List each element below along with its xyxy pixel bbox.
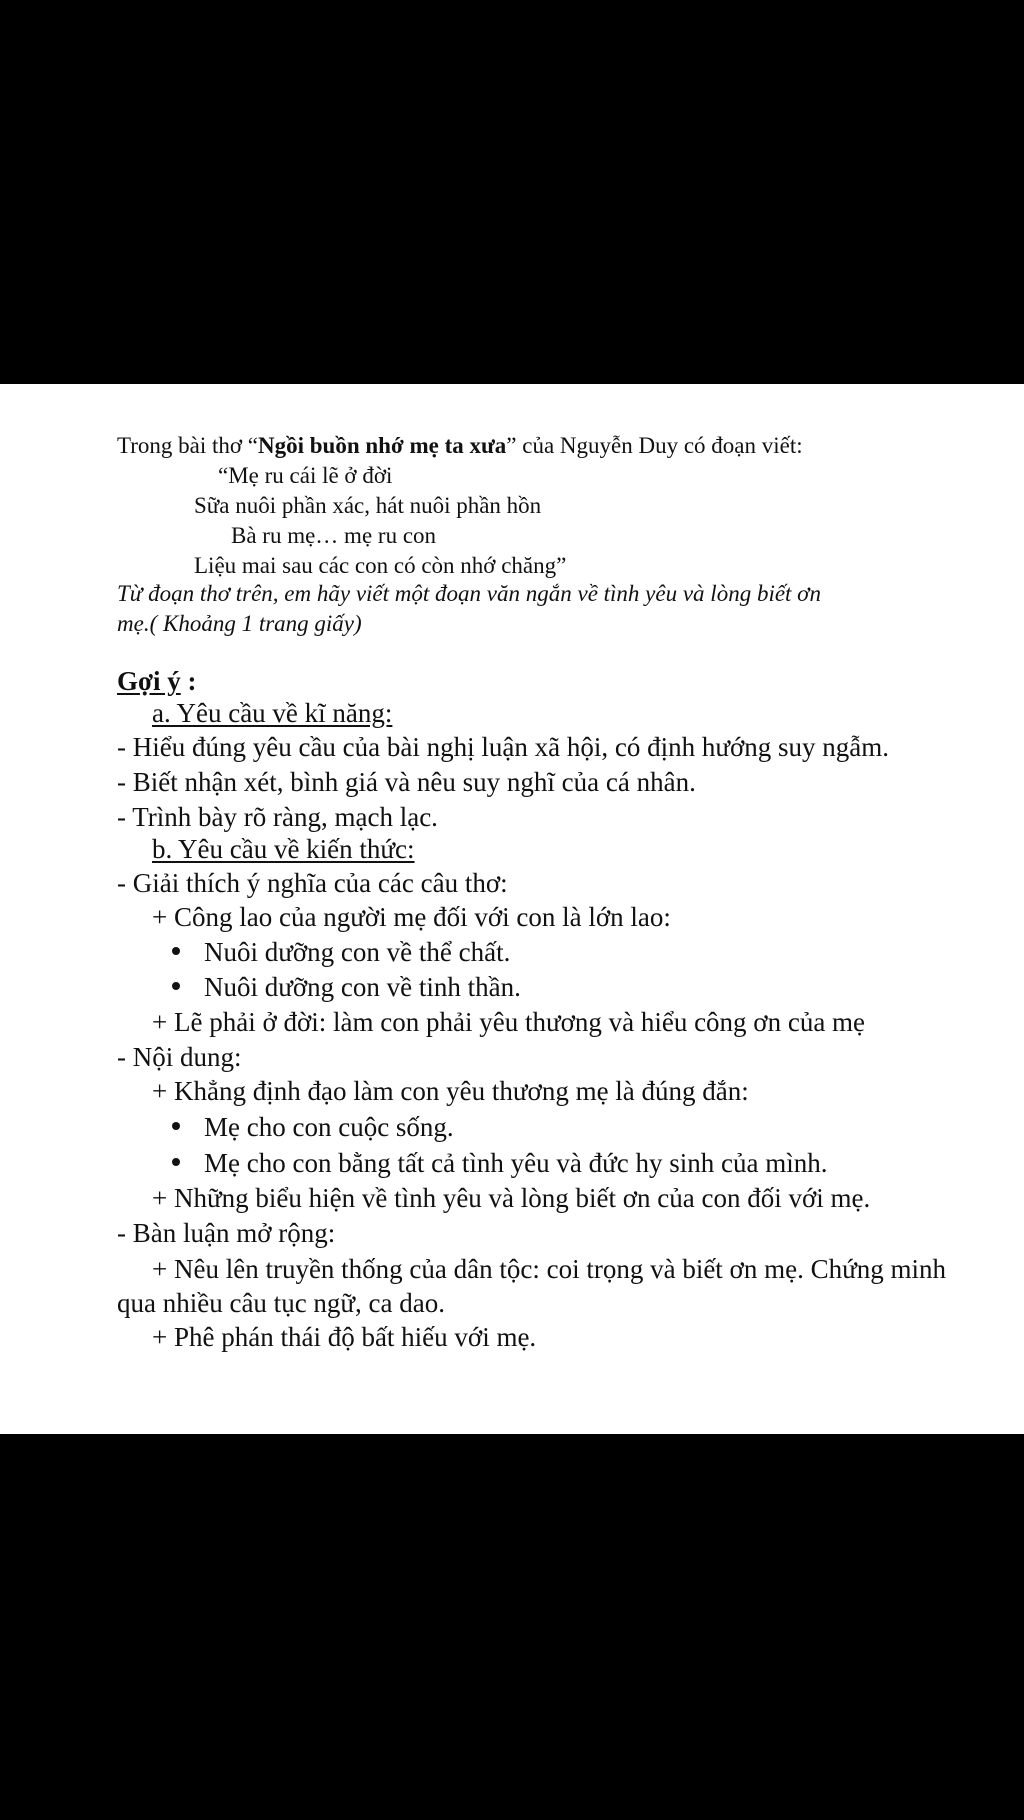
poem-line-2: Sữa nuôi phần xác, hát nuôi phần hồn: [194, 493, 542, 518]
intro-suffix: ” của Nguyễn Duy có đoạn viết:: [506, 433, 803, 458]
explain-point-1: + Công lao của người mẹ đối với con là lớn lao:: [152, 902, 671, 932]
prompt-line-1: Từ đoạn thơ trên, em hãy viết một đoạn văn ngắn về tình yêu và lòng biết ơn: [117, 581, 821, 606]
content-bullet-2: Mẹ cho con bằng tất cả tình yêu và đức hy sinh của mình.: [204, 1148, 828, 1178]
explain-bullet-1: Nuôi dưỡng con về thể chất.: [204, 937, 511, 967]
hint-heading-text: Gợi ý: [117, 666, 181, 696]
section-a-item-1: - Hiểu đúng yêu cầu của bài nghị luận xã hội, có định hướng suy ngẫm.: [117, 732, 889, 762]
bullet-icon: [172, 1158, 180, 1166]
intro-line: [117, 434, 803, 457]
discuss-point-1-line-1: + Nêu lên truyền thống của dân tộc: coi trọng và biết ơn mẹ. Chứng minh: [152, 1254, 946, 1284]
explain-bullet-2: Nuôi dưỡng con về tinh thần.: [204, 972, 521, 1002]
discuss-point-2: + Phê phán thái độ bất hiếu với mẹ.: [152, 1322, 537, 1352]
content-point-1: + Khẳng định đạo làm con yêu thương mẹ là đúng đắn:: [152, 1076, 749, 1106]
prompt-line-2: mẹ.( Khoảng 1 trang giấy): [117, 611, 362, 636]
discuss-heading: - Bàn luận mở rộng:: [117, 1218, 336, 1248]
content-bullet-1: Mẹ cho con cuộc sống.: [204, 1112, 454, 1142]
document-page: [0, 384, 1024, 1434]
bullet-icon: [172, 947, 180, 955]
bullet-icon: [172, 982, 180, 990]
poem-line-3: Bà ru mẹ… mẹ ru con: [231, 523, 437, 548]
section-a-item-3: - Trình bày rõ ràng, mạch lạc.: [117, 802, 438, 832]
intro-prefix: Trong bài thơ “: [117, 433, 259, 458]
content-point-2: + Những biểu hiện về tình yêu và lòng biết ơn của con đối với mẹ.: [152, 1183, 871, 1213]
discuss-point-1-line-2: qua nhiều câu tục ngữ, ca dao.: [117, 1288, 446, 1318]
hint-heading-colon: :: [180, 666, 197, 696]
poem-line-1: “Mẹ ru cái lẽ ở đời: [218, 463, 393, 488]
explain-point-2: + Lẽ phải ở đời: làm con phải yêu thương và hiểu công ơn của mẹ: [152, 1007, 866, 1037]
poem-title: Ngồi buồn nhớ mẹ ta xưa: [258, 433, 507, 458]
content-heading: - Nội dung:: [117, 1042, 242, 1072]
bullet-icon: [172, 1122, 180, 1130]
section-a-title: a. Yêu cầu về kĩ năng:: [152, 698, 393, 728]
hint-heading: [117, 668, 196, 695]
explain-heading: - Giải thích ý nghĩa của các câu thơ:: [117, 868, 508, 898]
section-a-item-2: - Biết nhận xét, bình giá và nêu suy nghĩ của cá nhân.: [117, 767, 696, 797]
section-b-title: b. Yêu cầu về kiến thức:: [152, 834, 415, 864]
poem-line-4: Liệu mai sau các con có còn nhớ chăng”: [194, 553, 567, 578]
